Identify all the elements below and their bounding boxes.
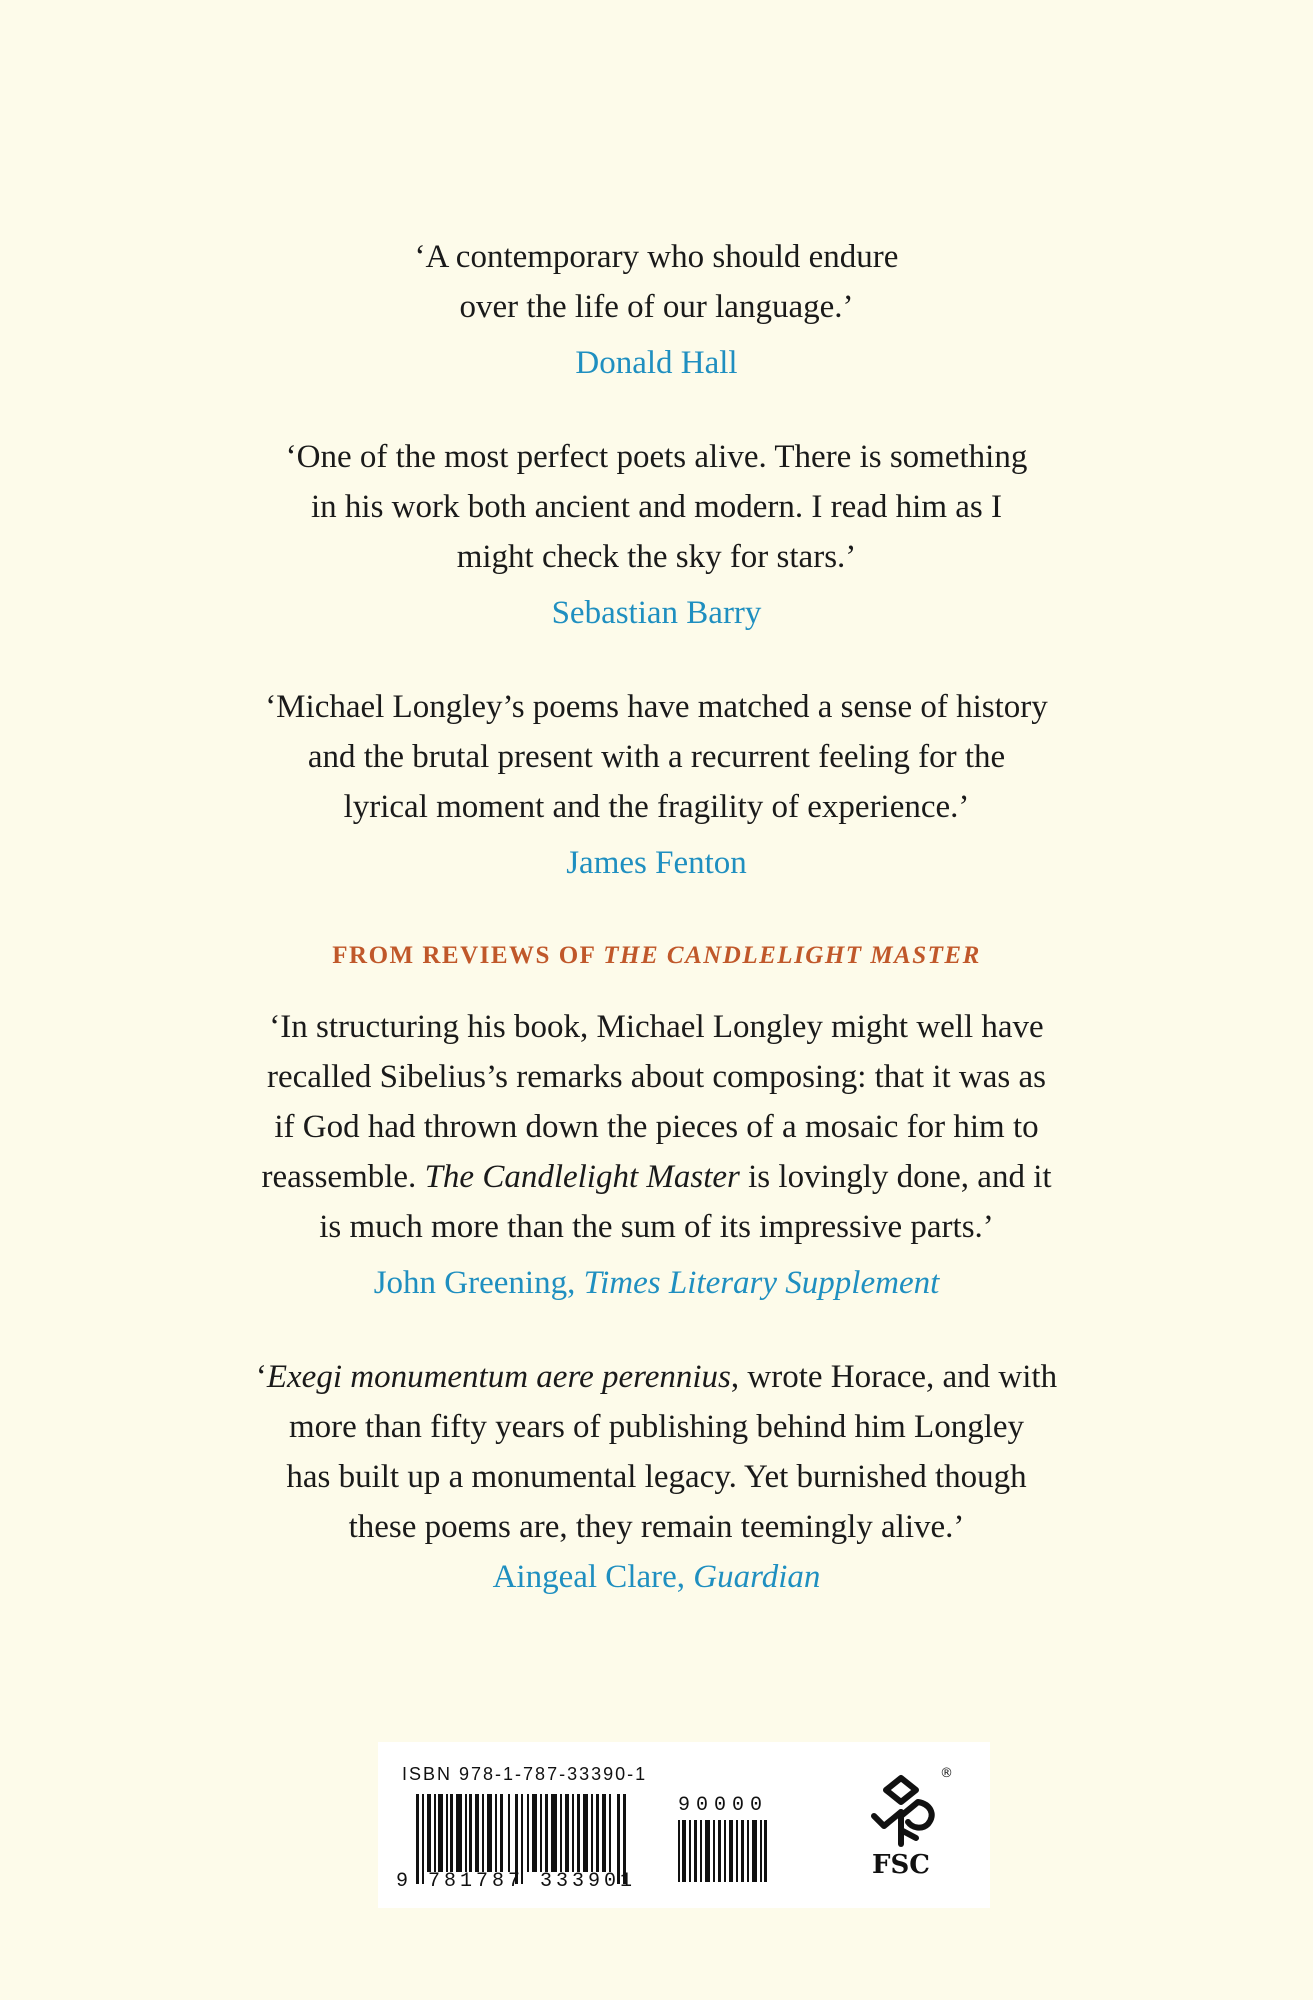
quote-author: James Fenton — [566, 845, 747, 881]
review-line: these poems are, they remain teemingly alive.’ — [348, 1509, 965, 1545]
review-line: recalled Sibelius’s remarks about composing: that it was as — [267, 1059, 1046, 1095]
review-line: is much more than the sum of its impressive parts.’ — [319, 1209, 994, 1245]
latin-phrase: Exegi monumentum aere perennius — [266, 1359, 731, 1395]
review-aingeal-clare — [200, 1352, 1113, 1602]
quote-line: ‘Michael Longley’s poems have matched a sense of history — [265, 689, 1048, 725]
review-author — [200, 1552, 1113, 1602]
quote-line: in his work both ancient and modern. I read him as I — [311, 489, 1002, 525]
review-publication: Guardian — [693, 1559, 821, 1595]
review-open-quote: ‘ — [255, 1359, 267, 1395]
fsc-logo — [856, 1766, 966, 1892]
quote-donald-hall — [200, 232, 1113, 388]
review-line-suffix: , wrote Horace, and with — [730, 1359, 1058, 1395]
quote-line: might check the sky for stars.’ — [456, 539, 857, 575]
isbn-label: ISBN 978-1-787-33390-1 — [402, 1764, 648, 1784]
fsc-label: FSC — [872, 1850, 930, 1880]
review-author-name: John Greening, — [373, 1265, 584, 1301]
barcode-digits: 9 781787 333901 — [396, 1870, 637, 1893]
quote-james-fenton — [200, 682, 1113, 888]
review-line-prefix: reassemble. — [261, 1159, 425, 1195]
review-line-suffix: is lovingly done, and it — [739, 1159, 1052, 1195]
barcode-addon-digits: 90000 — [678, 1794, 769, 1817]
reviews-heading-title: THE CANDLELIGHT MASTER — [603, 942, 981, 969]
registered-mark: ® — [940, 1766, 953, 1781]
quote-line: over the life of our language.’ — [459, 289, 854, 325]
book-title: The Candlelight Master — [424, 1159, 740, 1195]
reviews-heading — [200, 942, 1113, 970]
review-publication: Times Literary Supplement — [583, 1265, 940, 1301]
review-john-greening — [200, 1002, 1113, 1308]
quote-line: ‘One of the most perfect poets alive. There is something — [285, 439, 1028, 475]
reviews-heading-prefix: FROM REVIEWS OF — [332, 942, 604, 969]
quote-line: and the brutal present with a recurrent feeling for the — [307, 739, 1006, 775]
review-author — [200, 1258, 1113, 1308]
quote-sebastian-barry — [200, 432, 1113, 638]
quote-line: ‘A contemporary who should endure — [414, 239, 899, 275]
barcode-addon-bars — [678, 1820, 768, 1882]
barcode-panel — [378, 1742, 990, 1908]
review-line: ‘In structuring his book, Michael Longley might well have — [269, 1009, 1044, 1045]
review-line: if God had thrown down the pieces of a mosaic for him to — [274, 1109, 1039, 1145]
fsc-tree-icon — [856, 1772, 946, 1852]
review-author-name: Aingeal Clare, — [492, 1559, 694, 1595]
review-line: more than fifty years of publishing behind him Longley — [288, 1409, 1025, 1445]
quote-author: Sebastian Barry — [551, 595, 762, 631]
review-line — [200, 1152, 1113, 1202]
review-line: has built up a monumental legacy. Yet burnished though — [286, 1459, 1027, 1495]
review-line — [200, 1352, 1113, 1402]
quote-author: Donald Hall — [575, 345, 738, 381]
quote-line: lyrical moment and the fragility of experience.’ — [343, 789, 970, 825]
